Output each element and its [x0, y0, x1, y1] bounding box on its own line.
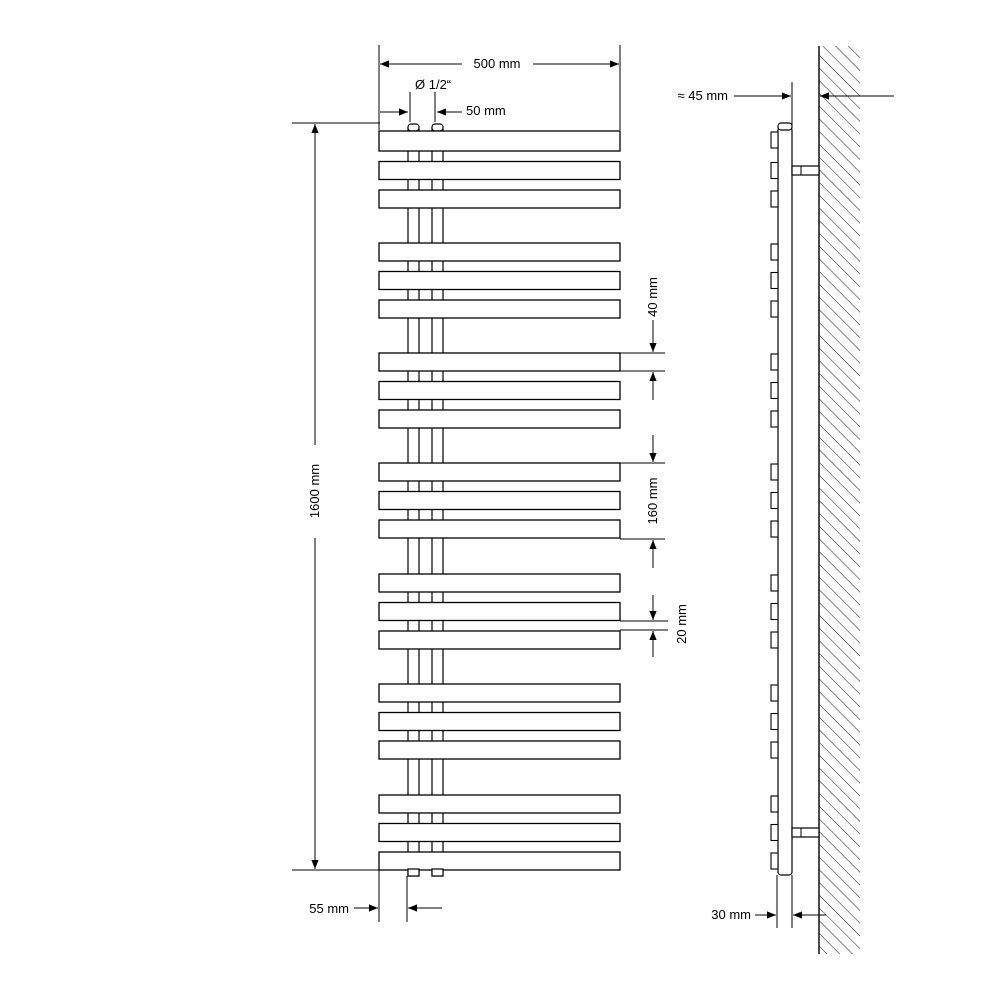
- heating-bar: [379, 162, 620, 180]
- pipe-cap-left: [408, 124, 419, 131]
- left-offset-dimension: [309, 870, 442, 922]
- side-bar-end: [771, 521, 778, 537]
- side-view: [771, 46, 860, 954]
- side-bar-end: [771, 301, 778, 317]
- heating-bar: [379, 824, 620, 842]
- heating-bar: [379, 463, 620, 481]
- bar-thickness-label: 20 mm: [674, 604, 689, 644]
- side-bar-end: [771, 632, 778, 648]
- heating-bar: [379, 795, 620, 813]
- side-bar-end: [771, 685, 778, 701]
- heating-bar: [379, 603, 620, 621]
- depth-label: 30 mm: [711, 907, 751, 922]
- heating-bar: [379, 713, 620, 731]
- pipe-diameter-label: Ø 1/2“: [415, 77, 452, 92]
- side-bar-end: [771, 493, 778, 509]
- side-bar-end: [771, 604, 778, 620]
- heating-bar: [379, 741, 620, 759]
- group-label: 160 mm: [645, 477, 660, 525]
- side-bar-end: [771, 796, 778, 812]
- heating-bar: [379, 410, 620, 428]
- wall-bracket-top: [792, 166, 819, 175]
- pipe-end-right: [432, 869, 443, 876]
- side-radiator-body: [778, 127, 792, 875]
- heating-bar: [379, 131, 620, 151]
- heating-bar: [379, 300, 620, 318]
- heating-bar: [379, 631, 620, 649]
- wall-distance-dimension: [678, 82, 894, 127]
- pipe-spacing-label: 50 mm: [466, 103, 506, 118]
- group-dimension: [620, 435, 665, 568]
- heating-bar: [379, 852, 620, 870]
- wall-distance-label: ≈ 45 mm: [677, 88, 728, 103]
- side-bar-end: [771, 163, 778, 179]
- heating-bar: [379, 382, 620, 400]
- heating-bar: [379, 574, 620, 592]
- heating-bar: [379, 272, 620, 290]
- pipe-dimension: [380, 77, 506, 122]
- heating-bar: [379, 492, 620, 510]
- side-bar-end: [771, 383, 778, 399]
- height-label: 1600 mm: [307, 463, 322, 519]
- side-pipe-cap: [778, 123, 792, 130]
- heating-bar: [379, 353, 620, 371]
- side-bar-end: [771, 853, 778, 869]
- heating-bar: [379, 520, 620, 538]
- side-bar-end: [771, 244, 778, 260]
- wall-bracket-bottom: [792, 828, 819, 837]
- side-bar-end: [771, 191, 778, 207]
- gap-label: 40 mm: [645, 277, 660, 317]
- side-bar-end: [771, 273, 778, 289]
- depth-dimension: [711, 875, 826, 928]
- pipe-cap-right: [432, 124, 443, 131]
- heating-bar: [379, 243, 620, 261]
- front-view: [379, 124, 620, 876]
- side-bar-end: [771, 742, 778, 758]
- bar-thickness-dimension: [620, 595, 689, 657]
- heating-bar: [379, 190, 620, 208]
- side-bar-end: [771, 825, 778, 841]
- side-bar-end: [771, 464, 778, 480]
- side-bar-end: [771, 575, 778, 591]
- pipe-end-left: [408, 869, 419, 876]
- side-bar-end: [771, 132, 778, 148]
- side-bar-end: [771, 411, 778, 427]
- height-dimension: [292, 123, 380, 870]
- side-bar-end: [771, 354, 778, 370]
- left-offset-label: 55 mm: [309, 901, 349, 916]
- side-bar-ends: [771, 132, 778, 869]
- heating-bar: [379, 684, 620, 702]
- wall: [819, 46, 860, 954]
- side-bar-end: [771, 714, 778, 730]
- gap-dimension: [620, 277, 665, 400]
- width-label: 500 mm: [473, 56, 521, 71]
